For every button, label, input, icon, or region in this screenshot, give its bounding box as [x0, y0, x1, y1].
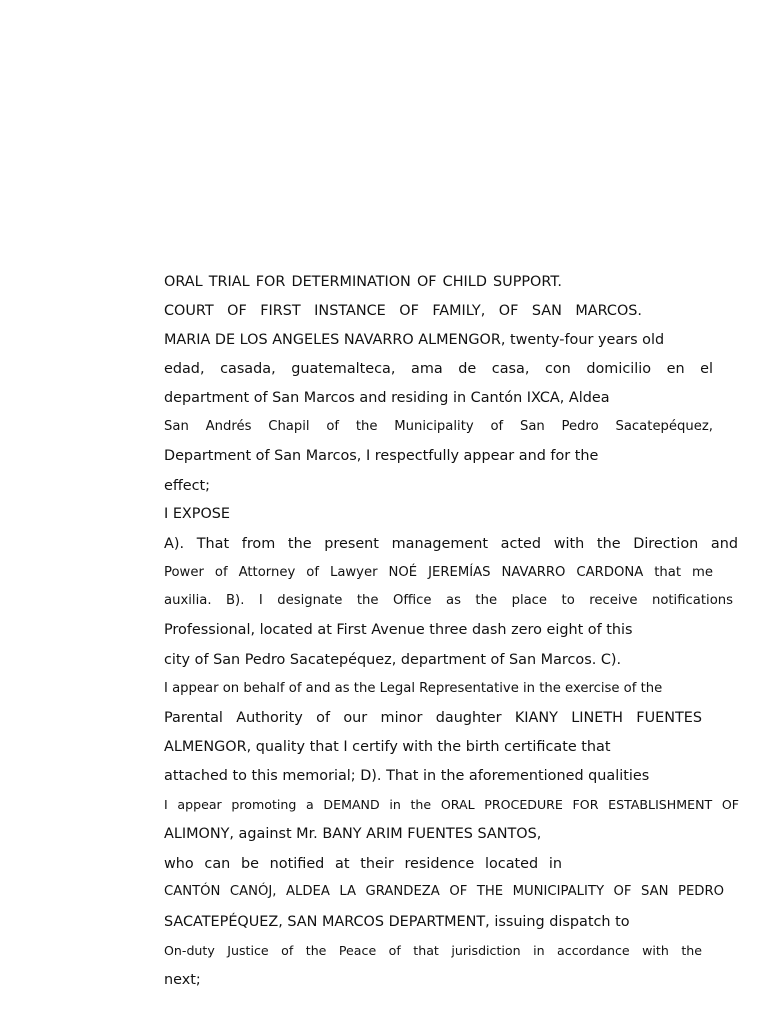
text-line: Professional, located at First Avenue three dash zero eight of this: [164, 622, 633, 638]
text-line: SACATEPÉQUEZ, SAN MARCOS DEPARTMENT, issuing dispatch to: [164, 914, 630, 930]
text-line: ALMENGOR, quality that I certify with the birth certificate that: [164, 739, 611, 755]
document-title: ORAL TRIAL FOR DETERMINATION OF CHILD SUPPORT.: [164, 274, 562, 290]
text-line: city of San Pedro Sacatepéquez, department of San Marcos. C).: [164, 652, 622, 668]
text-line: MARIA DE LOS ANGELES NAVARRO ALMENGOR, twenty-four years old: [164, 332, 665, 348]
text-line: Power of Attorney of Lawyer NOÉ JEREMÍAS NAVARRO CARDONA that me: [164, 565, 713, 580]
text-line: San Andrés Chapil of the Municipality of San Pedro Sacatepéquez,: [164, 419, 713, 434]
text-line: effect;: [164, 478, 211, 494]
text-line: next;: [164, 972, 201, 988]
court-heading: COURT OF FIRST INSTANCE OF FAMILY, OF SAN MARCOS.: [164, 303, 642, 319]
text-line: A). That from the present management acted with the Direction and: [164, 536, 738, 552]
text-line: auxilia. B). I designate the Office as the place to receive notifications: [164, 593, 733, 608]
text-line: I appear on behalf of and as the Legal Representative in the exercise of the: [164, 681, 663, 696]
text-line: On-duty Justice of the Peace of that jurisdiction in accordance with the: [164, 943, 702, 958]
section-heading: I EXPOSE: [164, 506, 231, 522]
text-line: CANTÓN CANÓJ, ALDEA LA GRANDEZA OF THE MUNICIPALITY OF SAN PEDRO: [164, 884, 724, 899]
text-line: ALIMONY, against Mr. BANY ARIM FUENTES SANTOS,: [164, 826, 542, 842]
text-line: Parental Authority of our minor daughter KIANY LINETH FUENTES: [164, 710, 702, 726]
text-line: I appear promoting a DEMAND in the ORAL PROCEDURE FOR ESTABLISHMENT OF: [164, 797, 739, 812]
text-line: who can be notified at their residence located in: [164, 856, 562, 872]
text-line: attached to this memorial; D). That in the aforementioned qualities: [164, 768, 650, 784]
text-line: Department of San Marcos, I respectfully appear and for the: [164, 448, 599, 464]
text-line: department of San Marcos and residing in Cantón IXCA, Aldea: [164, 390, 610, 406]
text-line: edad, casada, guatemalteca, ama de casa, con domicilio en el: [164, 361, 713, 377]
